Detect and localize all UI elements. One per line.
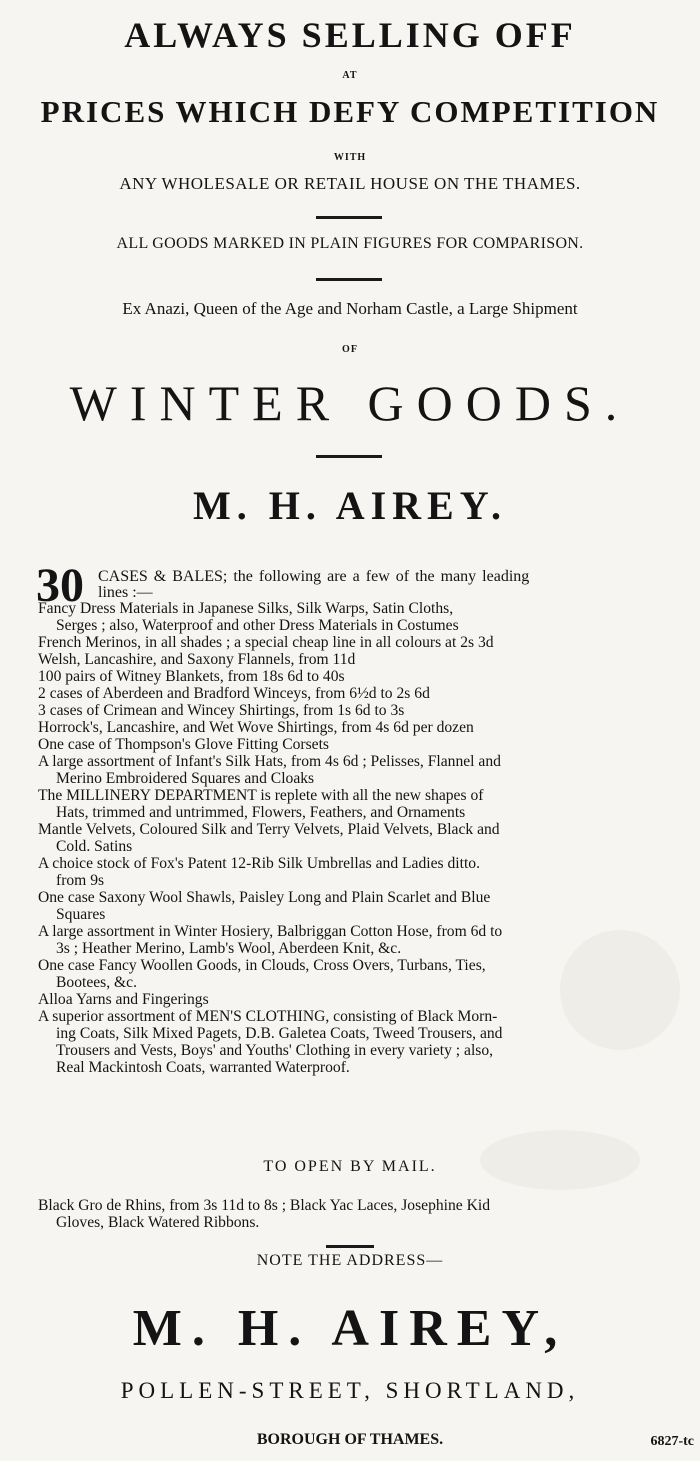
connector-with: WITH bbox=[333, 152, 367, 163]
list-item: 3 cases of Crimean and Wincey Shirtings, from 1s 6d to 3s bbox=[38, 702, 405, 719]
mail-line: Black Gro de Rhins, from 3s 11d to 8s ; Black Yac Laces, Josephine Kid bbox=[38, 1197, 491, 1214]
divider-rule bbox=[316, 455, 382, 458]
lede-text: lines :— bbox=[98, 584, 153, 601]
connector-of: OF bbox=[342, 344, 358, 355]
headline-always-selling-off: ALWAYS SELLING OFF bbox=[124, 15, 576, 55]
goods-list bbox=[38, 600, 668, 1076]
list-item: One case Fancy Woollen Goods, in Clouds, Cross Overs, Turbans, Ties, Bootees, &c. bbox=[38, 957, 486, 991]
list-item: Mantle Velvets, Coloured Silk and Terry Velvets, Plaid Velvets, Black and Cold. Satins bbox=[38, 821, 500, 855]
mail-heading: TO OPEN BY MAIL. bbox=[263, 1158, 437, 1175]
list-item: A superior assortment of MEN'S CLOTHING, consisting of Black Morn- ing Coats, Silk Mixed Pagets, D.B. Galetea Coats, Tweed Trousers, and Trousers and Vests, Boys' and Youths' Clothing in every variety ; also, Real Mackintosh Coats, warranted Waterproof. bbox=[38, 1008, 503, 1076]
list-item: Alloa Yarns and Fingerings bbox=[38, 991, 209, 1008]
divider-rule bbox=[326, 1245, 374, 1248]
merchant-name: M. H. AIREY. bbox=[193, 483, 507, 528]
list-item: 2 cases of Aberdeen and Bradford Winceys, from 6½d to 2s 6d bbox=[38, 685, 430, 702]
list-item: Horrock's, Lancashire, and Wet Wove Shirtings, from 4s 6d per dozen bbox=[38, 719, 474, 736]
borough-line: BOROUGH OF THAMES. bbox=[256, 1431, 444, 1448]
list-item: One case Saxony Wool Shawls, Paisley Long and Plain Scarlet and Blue Squares bbox=[38, 889, 491, 923]
lede-text: CASES & BALES; the following are a few of the many leading bbox=[98, 568, 530, 585]
merchant-name-footer: M. H. AIREY, bbox=[132, 1300, 568, 1357]
shipment-line: Ex Anazi, Queen of the Age and Norham Castle, a Large Shipment bbox=[122, 299, 578, 318]
winter-goods-title: WINTER GOODS. bbox=[69, 375, 631, 431]
headline-wholesale: ANY WHOLESALE OR RETAIL HOUSE ON THE THAMES. bbox=[119, 174, 581, 193]
connector-at: AT bbox=[342, 70, 358, 81]
lede-number: 30 bbox=[36, 559, 84, 612]
list-item: A large assortment of Infant's Silk Hats, from 4s 6d ; Pelisses, Flannel and Merino Embroidered Squares and Cloaks bbox=[38, 753, 501, 787]
headline-prices: PRICES WHICH DEFY COMPETITION bbox=[40, 94, 660, 129]
street-address: POLLEN-STREET, SHORTLAND, bbox=[120, 1378, 580, 1403]
divider-rule bbox=[316, 278, 382, 281]
divider-rule bbox=[316, 216, 382, 219]
list-item: 100 pairs of Witney Blankets, from 18s 6d to 40s bbox=[38, 668, 345, 685]
mail-line: Gloves, Black Watered Ribbons. bbox=[56, 1214, 260, 1231]
headline-plain-figures: ALL GOODS MARKED IN PLAIN FIGURES FOR COMPARISON. bbox=[116, 235, 584, 252]
mail-items bbox=[38, 1197, 668, 1231]
list-item: French Merinos, in all shades ; a special cheap line in all colours at 2s 3d bbox=[38, 634, 494, 651]
note-address-heading: NOTE THE ADDRESS— bbox=[256, 1252, 444, 1269]
list-item: One case of Thompson's Glove Fitting Corsets bbox=[38, 736, 329, 753]
ad-reference-number: 6827-tc bbox=[650, 1434, 694, 1449]
list-item: Welsh, Lancashire, and Saxony Flannels, from 11d bbox=[38, 651, 356, 668]
list-item: Fancy Dress Materials in Japanese Silks, Silk Warps, Satin Cloths, Serges ; also, Waterproof and other Dress Materials in Costumes bbox=[38, 600, 459, 634]
list-item: A large assortment in Winter Hosiery, Balbriggan Cotton Hose, from 6d to 3s ; Heather Merino, Lamb's Wool, Aberdeen Knit, &c. bbox=[38, 923, 503, 957]
list-item: A choice stock of Fox's Patent 12-Rib Silk Umbrellas and Ladies ditto. from 9s bbox=[38, 855, 480, 889]
list-item: The MILLINERY DEPARTMENT is replete with all the new shapes of Hats, trimmed and untrimmed, Flowers, Feathers, and Ornaments bbox=[38, 787, 484, 821]
